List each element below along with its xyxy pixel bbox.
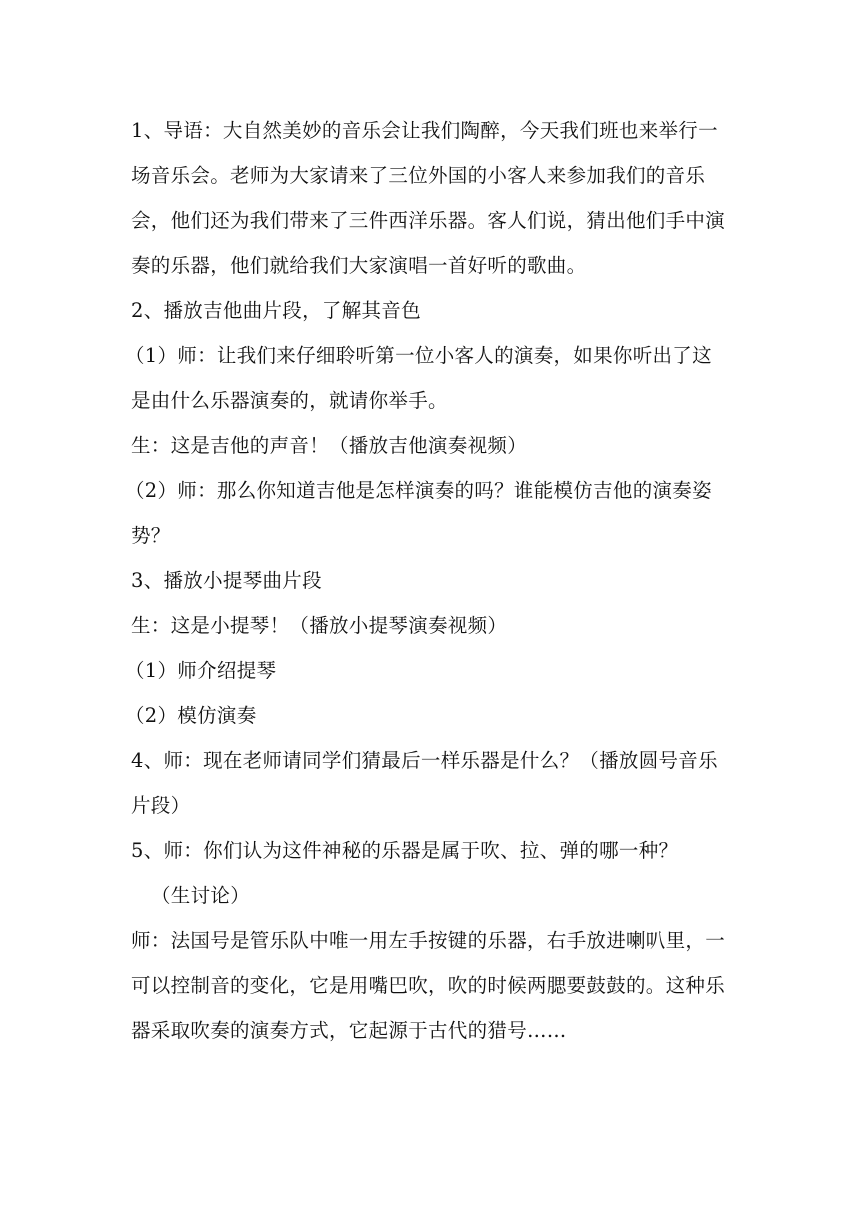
paragraph-line: 1、导语：大自然美妙的音乐会让我们陶醉，今天我们班也来举行一 [131, 119, 718, 142]
section-heading: 5、师：你们认为这件神秘的乐器是属于吹、拉、弹的哪一种？ [131, 839, 679, 862]
paragraph-line: 是由什么乐器演奏的，就请你举手。 [131, 389, 448, 412]
section-heading: 4、师：现在老师请同学们猜最后一样乐器是什么？（播放圆号音乐 [131, 749, 718, 772]
paragraph-line: 可以控制音的变化，它是用嘴巴吹，吹的时候两腮要鼓鼓的。这种乐 [131, 974, 726, 997]
paragraph-line: 生：这是小提琴！（播放小提琴演奏视频） [131, 614, 508, 637]
paragraph-line: （1）师：让我们来仔细聆听第一位小客人的演奏，如果你听出了这 [125, 344, 712, 367]
paragraph-line: 师：法国号是管乐队中唯一用左手按键的乐器，右手放进喇叭里，一 [131, 929, 726, 952]
paragraph-line: 势？ [131, 524, 171, 547]
paragraph-line: （1）师介绍提琴 [125, 659, 277, 682]
paragraph-line: （2）师：那么你知道吉他是怎样演奏的吗？谁能模仿吉他的演奏姿 [125, 479, 712, 502]
paragraph-line: 会，他们还为我们带来了三件西洋乐器。客人们说，猜出他们手中演 [131, 209, 726, 232]
paragraph-line: （生讨论） [151, 884, 251, 907]
paragraph-line: 片段） [131, 794, 191, 817]
paragraph-line: 器采取吹奏的演奏方式，它起源于古代的猎号…… [131, 1019, 567, 1042]
paragraph-line: 场音乐会。老师为大家请来了三位外国的小客人来参加我们的音乐 [131, 164, 706, 187]
paragraph-line: （2）模仿演奏 [125, 704, 257, 727]
paragraph-line: 生：这是吉他的声音！（播放吉他演奏视频） [131, 434, 528, 457]
section-heading: 2、播放吉他曲片段，了解其音色 [131, 299, 421, 322]
paragraph-line: 奏的乐器，他们就给我们大家演唱一首好听的歌曲。 [131, 254, 587, 277]
document-body [125, 108, 731, 1053]
section-heading: 3、播放小提琴曲片段 [131, 569, 322, 592]
